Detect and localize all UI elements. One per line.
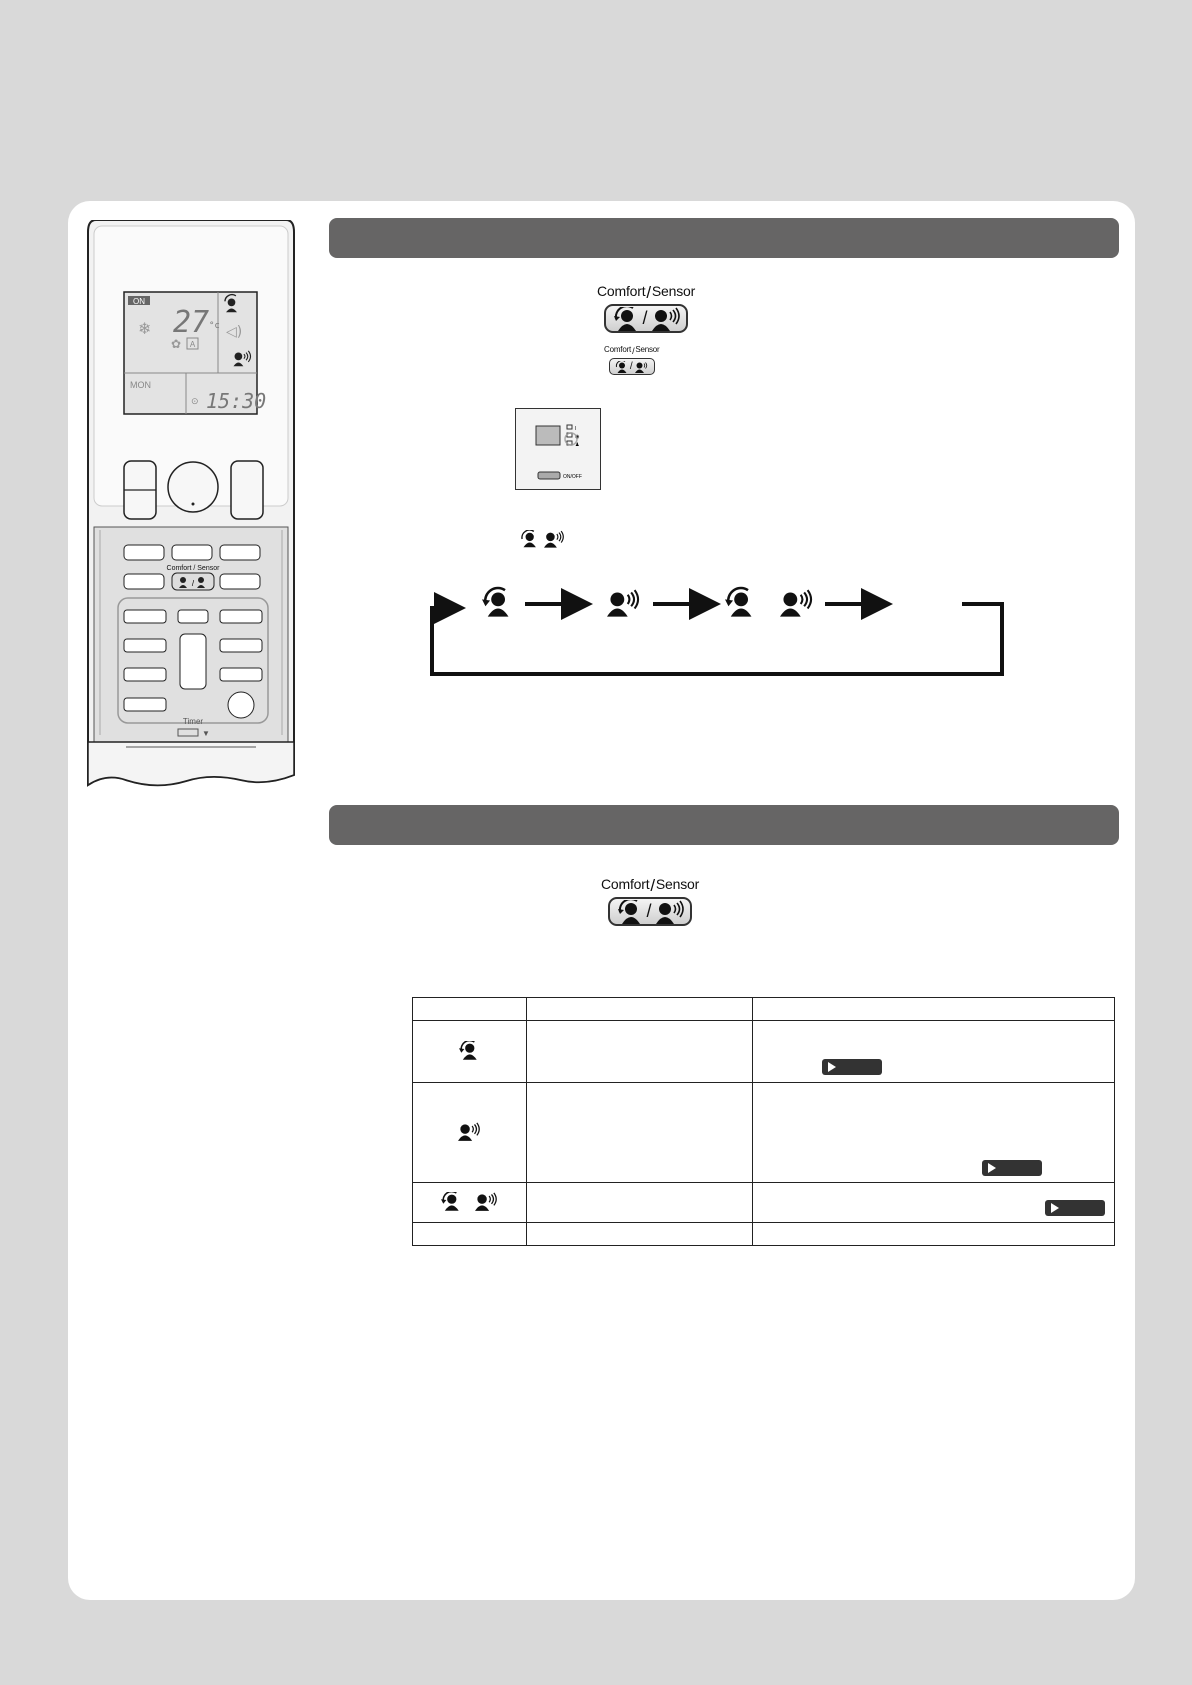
sensor-icon (458, 1122, 480, 1141)
table-row (413, 1021, 1115, 1083)
remote-button[interactable] (124, 545, 164, 560)
mode-table (412, 997, 1115, 1246)
remote-lcd (124, 292, 266, 414)
table-row (413, 1223, 1115, 1246)
svg-text:♟: ♟ (575, 442, 580, 448)
remote-button[interactable] (124, 639, 166, 652)
remote-button[interactable] (124, 574, 164, 589)
indoor-unit-panel (515, 408, 601, 490)
lcd-clock: 15:30 (206, 389, 267, 413)
section-header-bar-2 (329, 805, 1119, 845)
table-row (413, 1183, 1115, 1223)
comfort-sensor-button-large[interactable]: Comfort/Sensor / (597, 283, 695, 333)
lcd-temp-unit: °c (209, 321, 220, 331)
remote-comfort-sensor-label: Comfort / Sensor (166, 565, 220, 572)
remote-button[interactable] (178, 610, 208, 623)
comfort-airflow-icon (441, 1192, 461, 1211)
remote-button[interactable] (124, 610, 166, 623)
lcd-temperature: 27 (173, 305, 210, 340)
section-header-bar-1 (329, 218, 1119, 258)
lcd-day: MON (130, 380, 151, 390)
svg-text:◉: ◉ (575, 434, 580, 440)
remote-control (86, 220, 296, 795)
remote-button[interactable] (220, 668, 262, 681)
cycle-sensor-icon (780, 590, 811, 616)
comfort-airflow-icon (615, 361, 628, 373)
sensor-icon (656, 900, 684, 924)
table-header-row (413, 998, 1115, 1021)
sensor-icon (652, 307, 680, 331)
timer-select-button[interactable] (180, 634, 206, 689)
reference-page-tag[interactable] (982, 1160, 1042, 1176)
remote-button[interactable] (220, 610, 262, 623)
svg-text:⊙: ⊙ (191, 396, 199, 406)
reference-page-tag[interactable] (822, 1059, 882, 1075)
svg-text:/: / (191, 579, 195, 588)
remote-button[interactable] (124, 698, 166, 711)
round-button[interactable] (228, 692, 254, 718)
svg-text:❄: ❄ (138, 319, 152, 338)
cycle-comfort-icon (482, 588, 508, 617)
svg-text:✿: ✿ (171, 337, 182, 351)
comfort-airflow-icon (613, 307, 639, 331)
reference-page-tag[interactable] (1045, 1200, 1105, 1216)
cycle-sensor-icon (607, 590, 638, 616)
comfort-airflow-icon (617, 900, 643, 924)
mode-cycle-diagram (425, 584, 1015, 684)
mode-button[interactable] (231, 461, 263, 519)
comfort-sensor-button-small[interactable]: Comfort/Sensor / (604, 345, 660, 375)
sensor-icon (635, 361, 649, 373)
remote-button[interactable] (220, 639, 262, 652)
unit-onoff-label: ON/OFF (563, 474, 582, 480)
mode-icons-row (520, 530, 564, 548)
sensor-icon (475, 1192, 497, 1211)
svg-text:▼: ▼ (202, 729, 210, 738)
remote-button[interactable] (220, 545, 260, 560)
lcd-on-indicator: ON (133, 297, 145, 306)
remote-button[interactable] (124, 668, 166, 681)
remote-button[interactable] (172, 545, 212, 560)
table-row (413, 1083, 1115, 1183)
remote-button[interactable] (220, 574, 260, 589)
comfort-sensor-label: Comfort/Sensor (601, 876, 700, 895)
sensor-icon (544, 530, 564, 548)
svg-text:I: I (575, 426, 577, 432)
lcd-fan-mode: A (189, 340, 196, 349)
comfort-sensor-label-small: Comfort/Sensor (604, 345, 660, 356)
comfort-sensor-label: Comfort/Sensor (597, 283, 696, 302)
comfort-airflow-icon (520, 530, 538, 548)
svg-text:◁): ◁) (226, 324, 243, 340)
comfort-airflow-icon (459, 1041, 479, 1060)
cycle-comfort-icon (725, 588, 751, 617)
comfort-sensor-button-large[interactable]: Comfort/Sensor / (601, 876, 699, 926)
timer-label: Timer (182, 717, 204, 726)
